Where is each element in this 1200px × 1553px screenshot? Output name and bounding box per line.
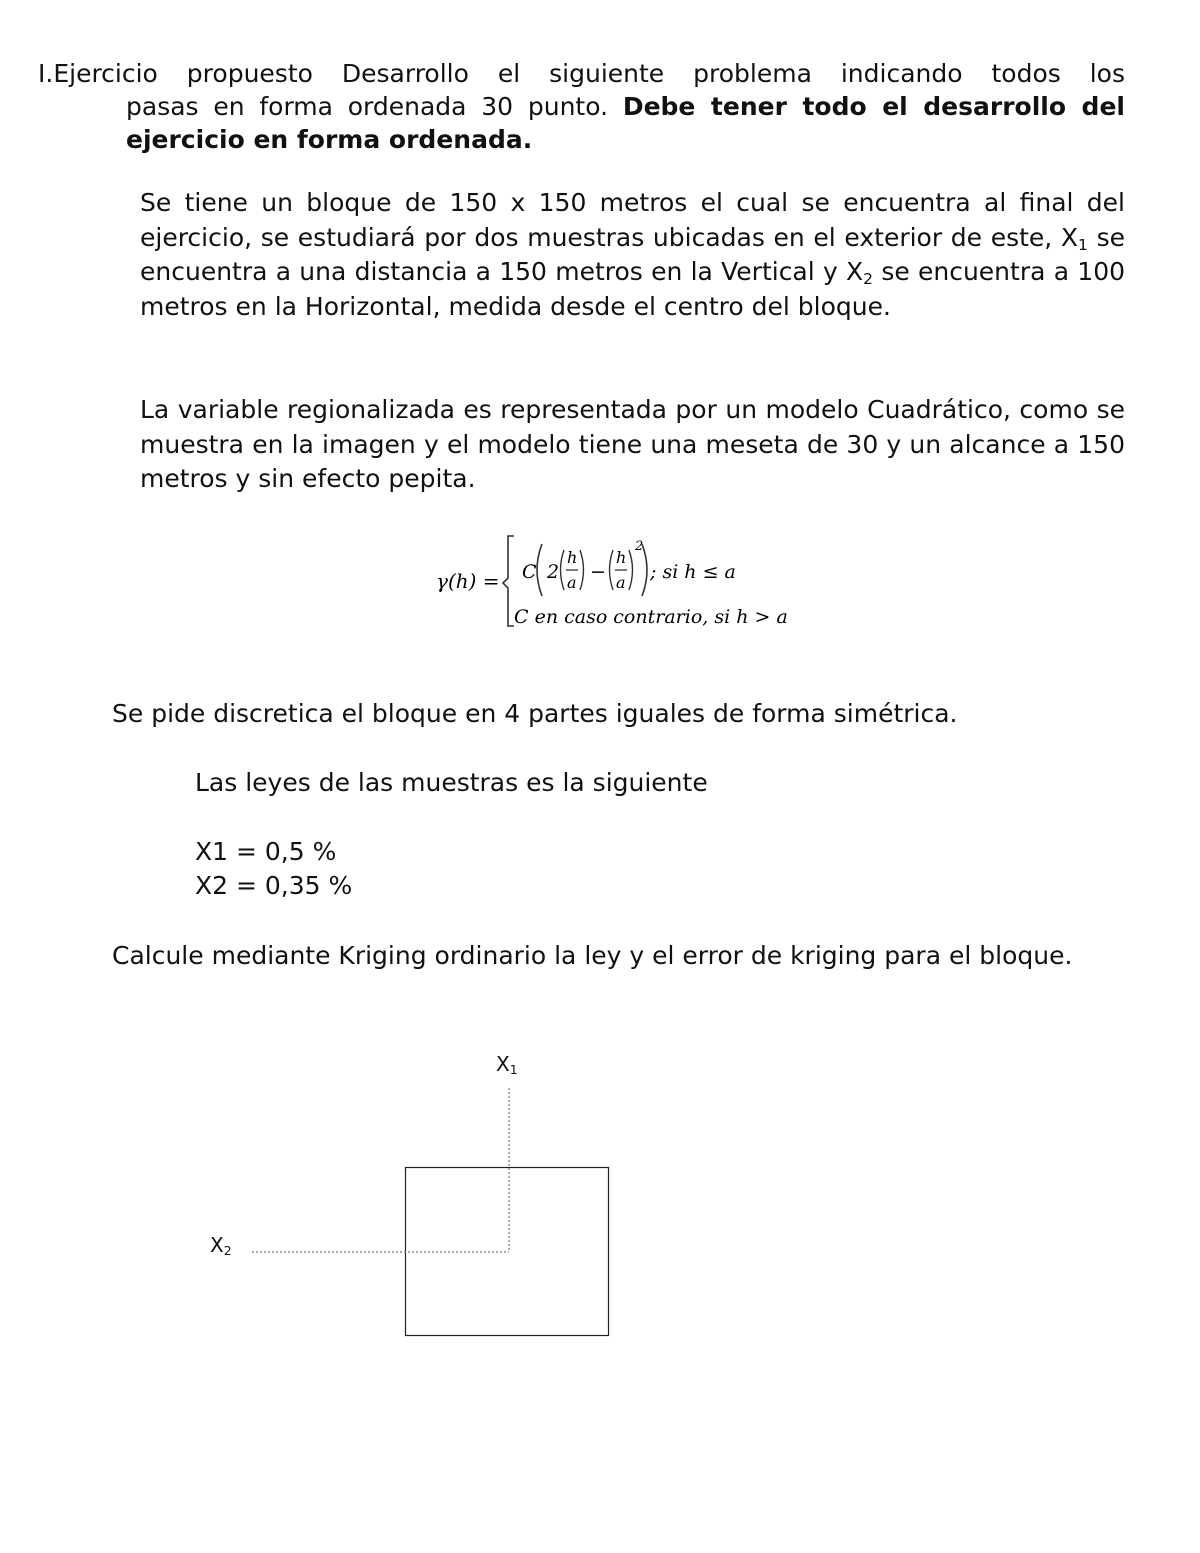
heading-intro: Ejercicio propuesto Desarrollo el siguiente problema indicando todos los xyxy=(53,59,1125,88)
paren2-right xyxy=(629,550,633,590)
formula-exponent: 2 xyxy=(635,539,644,554)
x1-subscript: 1 xyxy=(1078,235,1088,254)
exercise-heading xyxy=(38,57,1125,156)
block-square xyxy=(406,1168,609,1336)
frac2-h: h xyxy=(616,548,627,567)
heading-line-2 xyxy=(38,90,1125,156)
desc-part-a: Se tiene un bloque de 150 x 150 metros el cual se encuentra al final del ejercicio, se estudiará por dos muestras ubicadas en el exterior de este, X xyxy=(140,188,1125,252)
block-diagram xyxy=(0,1080,700,1350)
paren1-left xyxy=(561,550,565,590)
big-paren-left xyxy=(537,544,542,596)
formula-minus: − xyxy=(590,561,606,583)
paren2-left xyxy=(610,550,614,590)
heading-instruction: pasas en forma ordenada 30 punto. xyxy=(126,92,623,121)
desc-part-c: se encuentra a 100 metros en la Horizontal, medida desde el centro del bloque. xyxy=(140,257,1126,321)
variogram-formula xyxy=(430,530,788,634)
x2-letter: X xyxy=(210,1233,224,1257)
x2-label-subscript: 2 xyxy=(223,1243,232,1259)
variogram-description: La variable regionalizada es representada por un modelo Cuadrático, como se muestra en la imagen y el modelo tiene una meseta de 30 y un alcance a 150 metros y sin efecto pepita. xyxy=(140,395,1125,493)
frac2-a: a xyxy=(616,573,626,592)
formula-two: 2 xyxy=(547,561,560,583)
x1-label-subscript: 1 xyxy=(509,1062,518,1078)
desc-part-b: se encuentra a una distancia a 150 metros en la Vertical y X xyxy=(140,222,1125,286)
formula-c: C xyxy=(522,561,537,583)
heading-line-1 xyxy=(38,57,1125,90)
heading-number: I. xyxy=(38,59,54,88)
paren1-right xyxy=(580,550,584,590)
formula-row-2: C en caso contrario, si h > a xyxy=(514,606,788,628)
block-description xyxy=(140,186,1125,324)
samples-intro: Las leyes de las muestras es la siguiente xyxy=(195,768,708,797)
x1-letter: X xyxy=(496,1052,510,1076)
sample-grades xyxy=(195,835,352,903)
sample-x1-grade: X1 = 0,5 % xyxy=(195,837,337,866)
task-statement: Calcule mediante Kriging ordinario la ley y el error de kriging para el bloque. xyxy=(112,941,1073,970)
formula-lhs: γ(h) = xyxy=(436,569,500,593)
frac1-h: h xyxy=(567,548,578,567)
formula-brace xyxy=(503,536,514,626)
heading-bold-note: Debe tener todo el desarrollo del ejercicio en forma ordenada. xyxy=(126,92,1125,154)
formula-condition-1: ; si h ≤ a xyxy=(650,561,736,583)
discretization-instruction: Se pide discretica el bloque en 4 partes iguales de forma simétrica. xyxy=(112,699,958,728)
sample-x2-grade: X2 = 0,35 % xyxy=(195,871,353,900)
diagram-label-x1 xyxy=(496,1052,518,1076)
frac1-a: a xyxy=(567,573,577,592)
x2-subscript: 2 xyxy=(863,269,874,288)
